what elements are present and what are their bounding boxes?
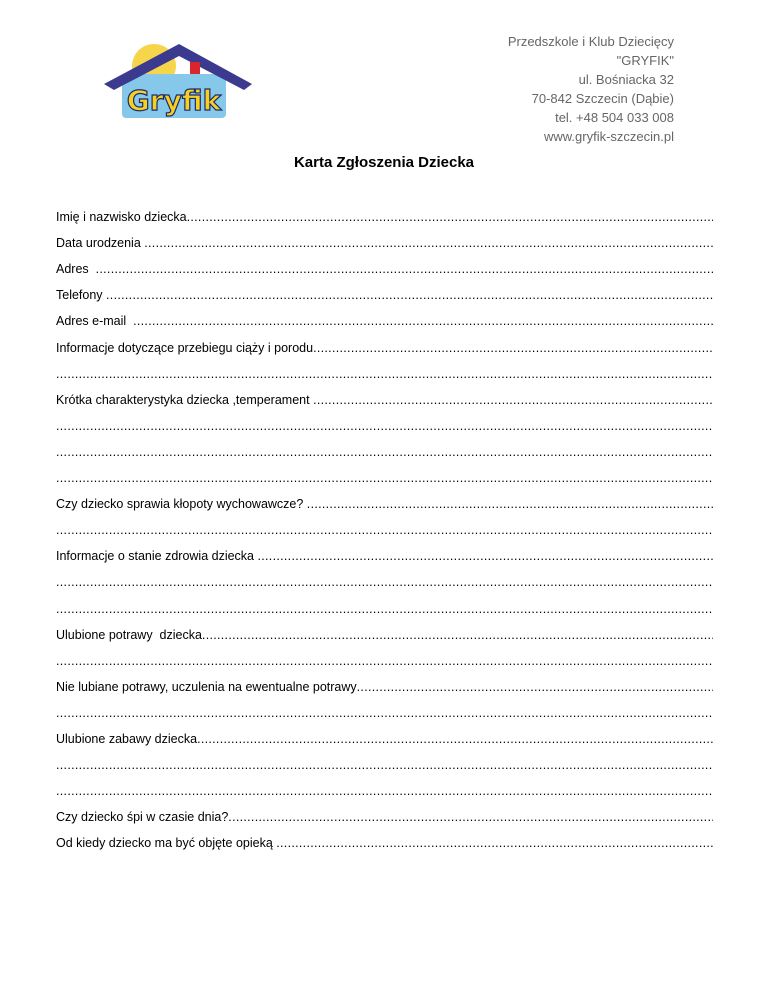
form-row[interactable] [56, 643, 713, 669]
field-label: Adres [56, 262, 96, 277]
fill-line[interactable] [56, 653, 713, 669]
fill-line[interactable] [313, 392, 713, 408]
form-row[interactable] [56, 434, 713, 460]
fill-line[interactable] [144, 235, 713, 251]
form-row[interactable] [56, 329, 713, 355]
form-row[interactable] [56, 799, 713, 825]
fill-line[interactable] [56, 783, 713, 799]
field-label: Ulubione zabawy dziecka [56, 731, 198, 746]
fill-line[interactable] [56, 601, 713, 617]
field-label: Czy dziecko śpi w czasie dnia? [56, 810, 229, 825]
form-row[interactable] [56, 721, 713, 747]
contact-line: tel. +48 504 033 008 [555, 110, 674, 125]
field-label: Krótka charakterystyka dziecka ,temperament [56, 392, 314, 407]
form-row[interactable] [56, 590, 713, 616]
form-row[interactable] [56, 617, 713, 643]
fill-line[interactable] [96, 261, 713, 277]
form-row[interactable] [56, 277, 713, 303]
field-label: Imię i nazwisko dziecka [56, 210, 187, 225]
fill-line[interactable] [202, 627, 713, 643]
fill-line[interactable] [56, 470, 713, 486]
form-row[interactable] [56, 512, 713, 538]
fill-line[interactable] [257, 548, 713, 564]
fill-line[interactable] [56, 522, 713, 538]
field-label: Ulubione potrawy dziecka [56, 627, 202, 642]
form-row[interactable] [56, 408, 713, 434]
fill-line[interactable] [313, 340, 713, 356]
gryfik-logo [104, 40, 254, 122]
contact-line: "GRYFIK" [616, 53, 674, 68]
fill-line[interactable] [56, 444, 713, 460]
fill-line[interactable] [56, 705, 713, 721]
form-row[interactable] [56, 486, 713, 512]
form-row[interactable] [56, 356, 713, 382]
fill-line[interactable] [228, 809, 713, 825]
fill-line[interactable] [106, 287, 713, 303]
form-row[interactable] [56, 460, 713, 486]
fill-line[interactable] [276, 835, 713, 851]
fill-line[interactable] [56, 418, 713, 434]
form-row[interactable] [56, 564, 713, 590]
fill-line[interactable] [56, 574, 713, 590]
form-row[interactable] [56, 773, 713, 799]
fill-line[interactable] [56, 366, 713, 382]
contact-line: Przedszkole i Klub Dziecięcy [507, 34, 674, 49]
contact-line: www.gryfik-szczecin.pl [543, 129, 674, 144]
fill-line[interactable] [307, 496, 713, 512]
field-label: Nie lubiane potrawy, uczulenia na ewentualne potrawy [56, 679, 357, 694]
form-title: Karta Zgłoszenia Dziecka [293, 154, 475, 171]
form-row[interactable] [56, 747, 713, 773]
contact-line: 70-842 Szczecin (Dąbie) [531, 91, 674, 106]
form-row[interactable] [56, 538, 713, 564]
form-row[interactable] [56, 303, 713, 329]
contact-info [508, 32, 674, 146]
form-row[interactable] [56, 825, 713, 851]
field-label: Od kiedy dziecko ma być objęte opieką [56, 836, 277, 851]
field-label: Data urodzenia [56, 236, 145, 251]
form-row[interactable] [56, 251, 713, 277]
fill-line[interactable] [133, 313, 713, 329]
form-row[interactable] [56, 695, 713, 721]
form-row[interactable] [56, 199, 713, 225]
field-label: Informacje o stanie zdrowia dziecka [56, 549, 258, 564]
field-label: Informacje dotyczące przebiegu ciąży i porodu [56, 340, 314, 355]
svg-text:Gryfik: Gryfik [126, 84, 222, 117]
form-row[interactable] [56, 225, 713, 251]
field-label: Czy dziecko sprawia kłopoty wychowawcze? [56, 497, 307, 512]
field-label: Telefony [56, 288, 107, 303]
form-row[interactable] [56, 382, 713, 408]
fill-line[interactable] [197, 731, 713, 747]
fill-line[interactable] [357, 679, 713, 695]
fill-line[interactable] [187, 209, 713, 225]
registration-form [56, 199, 713, 851]
form-row[interactable] [56, 669, 713, 695]
contact-line: ul. Bośniacka 32 [578, 72, 674, 87]
field-label: Adres e-mail [56, 314, 134, 329]
fill-line[interactable] [56, 757, 713, 773]
